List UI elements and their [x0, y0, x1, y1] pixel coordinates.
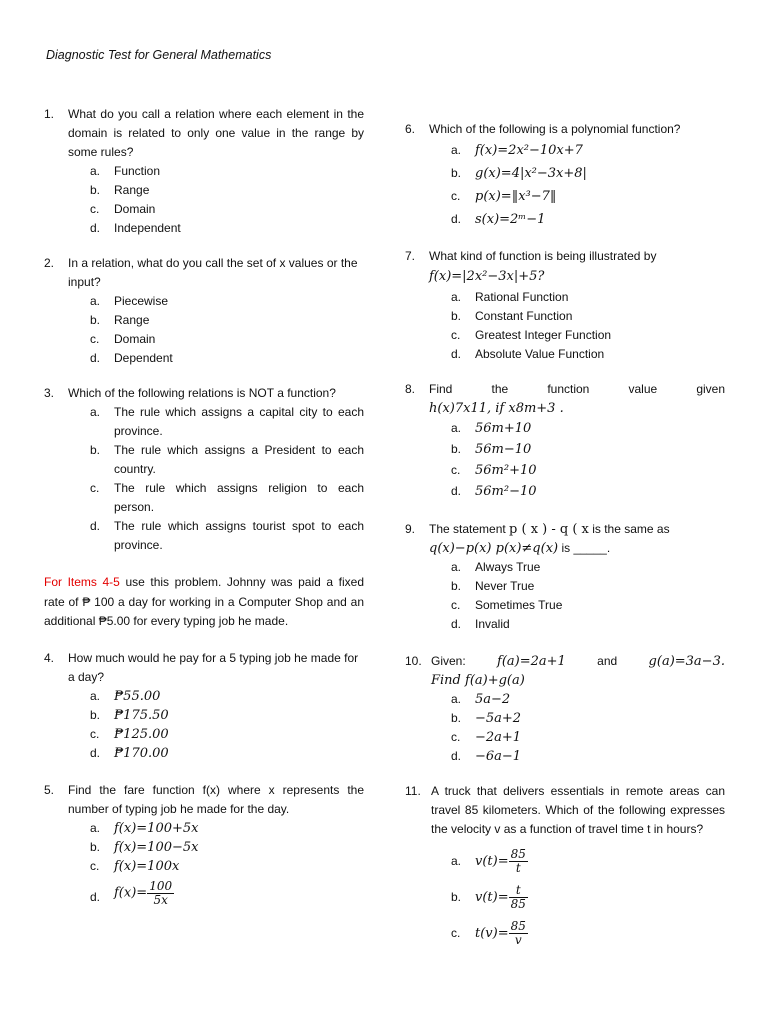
option-c[interactable]: c. p(x)=‖x³−7‖: [451, 189, 557, 204]
option-c[interactable]: c. f(x)=100x: [90, 858, 180, 874]
question-number: 10.: [405, 654, 422, 668]
question-7: [405, 247, 725, 364]
option-b[interactable]: b. f(x)=100−5x: [90, 839, 199, 855]
option-c[interactable]: c. ₱125.00: [90, 726, 169, 742]
question-number: 1.: [44, 107, 55, 121]
option-c[interactable]: c. t(v)= $\frac{85}{v}$: [451, 919, 526, 948]
question-8: [405, 380, 725, 502]
question-number: 4.: [44, 650, 55, 665]
option-d[interactable]: d. −6a−1: [451, 749, 522, 764]
option-a[interactable]: a. v(t)= $\frac{85}{t}$: [451, 847, 526, 876]
page-title: Diagnostic Test for General Mathematics: [46, 48, 272, 62]
options-list: [429, 139, 725, 231]
question-1: [44, 105, 364, 238]
option-c[interactable]: c. Domain: [90, 332, 156, 346]
question-text: Which of the following is a polynomial function?: [429, 122, 681, 136]
option-b[interactable]: b. −5a+2: [451, 711, 522, 726]
fraction: $\frac{t}{85}$: [510, 883, 526, 912]
question-formula: h(x)7x11, if x8m+3 .: [429, 401, 564, 416]
question-number: 9.: [405, 522, 416, 536]
question-11: [405, 782, 725, 951]
question-6: [405, 120, 725, 231]
option-b[interactable]: b. 56m−10: [451, 442, 532, 457]
option-c[interactable]: c. Domain: [90, 202, 156, 216]
question-number: 3.: [44, 386, 55, 400]
option-a[interactable]: a. ₱55.00: [90, 688, 161, 704]
question-text: In a relation, what do you call the set of x values or the input?: [68, 256, 358, 289]
option-a[interactable]: a. Always True: [451, 560, 541, 574]
option-b[interactable]: b. The rule which assigns a President to each country.: [90, 443, 364, 476]
question-text: Find the fare function f(x) where x represents the number of typing job he made for the day.: [68, 782, 364, 816]
options-list: [431, 843, 725, 951]
option-a[interactable]: a. 56m+10: [451, 421, 532, 436]
options-list: [68, 687, 364, 763]
option-b[interactable]: b. Range: [90, 313, 150, 327]
option-c[interactable]: c. 56m²+10: [451, 463, 537, 478]
options-list: [431, 690, 725, 766]
question-4: [44, 649, 364, 763]
option-c[interactable]: c. −2a+1: [451, 730, 522, 745]
option-a[interactable]: a. Rational Function: [451, 290, 569, 304]
left-column: [44, 105, 364, 907]
note-text: use this problem. Johnny was paid a fixed rate of ₱ 100 a day for working in a Computer Shop and an additional ₱5.00 for every typing job he made.: [44, 575, 364, 628]
option-b[interactable]: b. Range: [90, 183, 150, 197]
question-number: 8.: [405, 382, 416, 396]
right-column: [405, 120, 725, 951]
options-list: [68, 162, 364, 238]
option-b[interactable]: b. v(t)= $\frac{t}{85}$: [451, 883, 526, 912]
question-2: [44, 254, 364, 368]
options-list: [68, 403, 364, 555]
option-d[interactable]: d. Absolute Value Function: [451, 347, 605, 361]
question-10: [405, 652, 725, 766]
options-list: [429, 418, 725, 502]
option-a[interactable]: a. Piecewise: [90, 294, 169, 308]
options-list: [68, 819, 364, 907]
question-text: Given: f(a)=2a+1 and g(a)=3a−3.: [431, 654, 725, 669]
fraction: $\frac{85}{v}$: [510, 919, 526, 948]
question-number: 5.: [44, 782, 55, 797]
question-formula-line: q(x)−p(x) p(x)≠q(x) is _____.: [429, 541, 611, 556]
question-3: [44, 384, 364, 555]
question-formula: Find f(a)+g(a): [431, 673, 525, 688]
question-text: A truck that delivers essentials in remote areas can travel 85 kilometers. Which of the following expresses the velocity v as a function of travel time t in hours?: [431, 784, 725, 836]
option-d[interactable]: d. Independent: [90, 221, 181, 235]
answer-blank[interactable]: _____.: [573, 541, 611, 555]
question-number: 6.: [405, 122, 416, 136]
question-text: What kind of function is being illustrated by: [429, 249, 657, 263]
option-a[interactable]: a. Function: [90, 164, 161, 178]
question-5: [44, 781, 364, 907]
option-d[interactable]: d. Invalid: [451, 617, 510, 631]
option-b[interactable]: b. Constant Function: [451, 309, 573, 323]
option-c[interactable]: c. The rule which assigns religion to each person.: [90, 481, 364, 514]
question-text: Find the function value given: [429, 382, 725, 396]
items-range-label: For Items 4-5: [44, 575, 120, 589]
fraction: $\frac{100}{5x}$: [149, 878, 173, 907]
option-c[interactable]: c. Sometimes True: [451, 598, 563, 612]
question-formula: f(x)=|2x²−3x|+5?: [429, 269, 545, 284]
option-b[interactable]: b. ₱175.50: [90, 707, 169, 723]
option-c[interactable]: c. Greatest Integer Function: [451, 328, 612, 342]
options-list: [429, 288, 725, 364]
question-text: Which of the following relations is NOT a function?: [68, 386, 336, 400]
option-d[interactable]: d. ₱170.00: [90, 745, 169, 761]
items-4-5-note: [44, 573, 364, 632]
option-b[interactable]: b. g(x)=4|x²−3x+8|: [451, 166, 587, 181]
option-d[interactable]: d. f(x)= $\frac{100}{5x}$: [90, 878, 173, 907]
option-d[interactable]: d. 56m²−10: [451, 484, 537, 499]
option-a[interactable]: a. 5a−2: [451, 692, 511, 707]
question-text: What do you call a relation where each element in the domain is related to only one value in the range by some rules?: [68, 107, 364, 159]
question-number: 2.: [44, 256, 55, 270]
option-a[interactable]: a. f(x)=100+5x: [90, 820, 199, 836]
option-d[interactable]: d. The rule which assigns tourist spot to each province.: [90, 519, 364, 552]
question-number: 7.: [405, 249, 416, 263]
option-a[interactable]: a. The rule which assigns a capital city to each province.: [90, 405, 364, 438]
option-d[interactable]: d. s(x)=2ᵐ−1: [451, 212, 546, 227]
options-list: [429, 558, 725, 634]
option-b[interactable]: b. Never True: [451, 579, 535, 593]
question-text: The statement p ( x ) - q ( x is the same as: [429, 522, 670, 537]
question-9: [405, 520, 725, 634]
question-text: How much would he pay for a 5 typing job he made for a day?: [68, 650, 359, 684]
option-d[interactable]: d. Dependent: [90, 351, 173, 365]
fraction: $\frac{85}{t}$: [510, 847, 526, 876]
options-list: [68, 292, 364, 368]
option-a[interactable]: a. f(x)=2x²−10x+7: [451, 143, 583, 158]
question-number: 11.: [405, 784, 421, 798]
